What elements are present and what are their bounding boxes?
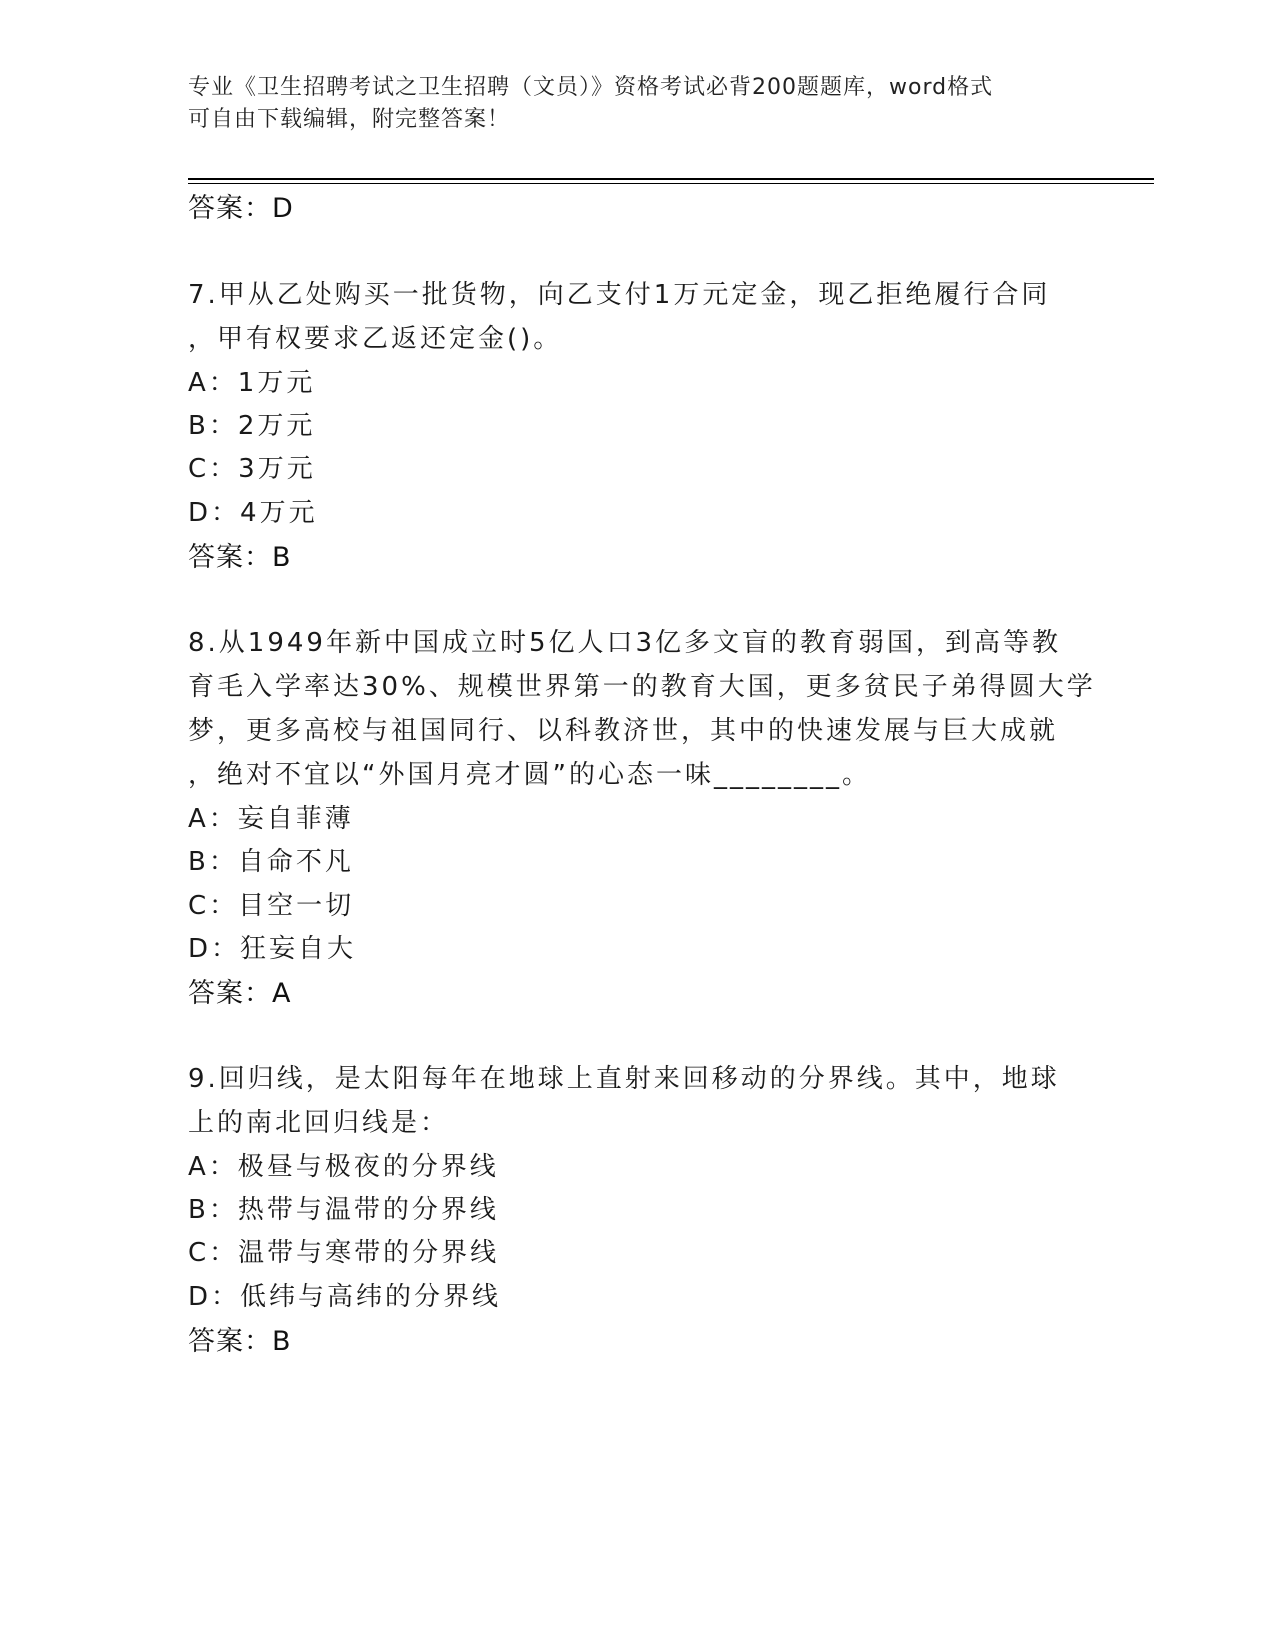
previous-answer: 答案：D — [188, 193, 294, 224]
document-header — [188, 72, 1088, 136]
q8-option-a: A：妄自菲薄 — [188, 804, 354, 834]
q7-answer: 答案：B — [188, 542, 292, 573]
q8-answer: 答案：A — [188, 978, 292, 1009]
header-line-1: 专业《卫生招聘考试之卫生招聘（文员）》资格考试必背200题题库，word格式 — [188, 75, 994, 100]
q7-option-c: C：3万元 — [188, 454, 316, 484]
q9-option-b: B：热带与温带的分界线 — [188, 1195, 499, 1225]
q8-stem-line-1: 8.从1949年新中国成立时5亿人口3亿多文盲的教育弱国，到高等教 — [188, 628, 1062, 658]
q8-stem-line-4: ，绝对不宜以“外国月亮才圆”的心态一味________。 — [188, 760, 871, 790]
header-rule-thin — [188, 183, 1154, 184]
q8-option-b: B：自命不凡 — [188, 847, 354, 877]
q9-stem-line-1: 9.回归线，是太阳每年在地球上直射来回移动的分界线。其中，地球 — [188, 1064, 1060, 1094]
q9-option-d: D：低纬与高纬的分界线 — [188, 1282, 502, 1312]
q7-option-d: D：4万元 — [188, 498, 318, 528]
header-line-2: 可自由下载编辑，附完整答案！ — [188, 107, 511, 132]
q9-option-a: A：极昼与极夜的分界线 — [188, 1152, 499, 1182]
q9-stem-line-2: 上的南北回归线是： — [188, 1108, 450, 1138]
q7-option-a: A：1万元 — [188, 368, 316, 398]
q7-stem-line-1: 7.甲从乙处购买一批货物，向乙支付1万元定金，现乙拒绝履行合同 — [188, 280, 1051, 310]
q8-stem-line-3: 梦，更多高校与祖国同行、以科教济世，其中的快速发展与巨大成就 — [188, 716, 1059, 746]
header-rule-thick — [188, 178, 1154, 180]
q7-stem-line-2: ，甲有权要求乙返还定金()。 — [188, 324, 563, 354]
q7-option-b: B：2万元 — [188, 411, 316, 441]
q8-option-c: C：目空一切 — [188, 891, 355, 921]
q9-answer: 答案：B — [188, 1326, 292, 1357]
q9-option-c: C：温带与寒带的分界线 — [188, 1238, 500, 1268]
q8-option-d: D：狂妄自大 — [188, 934, 357, 964]
q8-stem-line-2: 育毛入学率达30%、规模世界第一的教育大国，更多贫民子弟得圆大学 — [188, 672, 1096, 702]
